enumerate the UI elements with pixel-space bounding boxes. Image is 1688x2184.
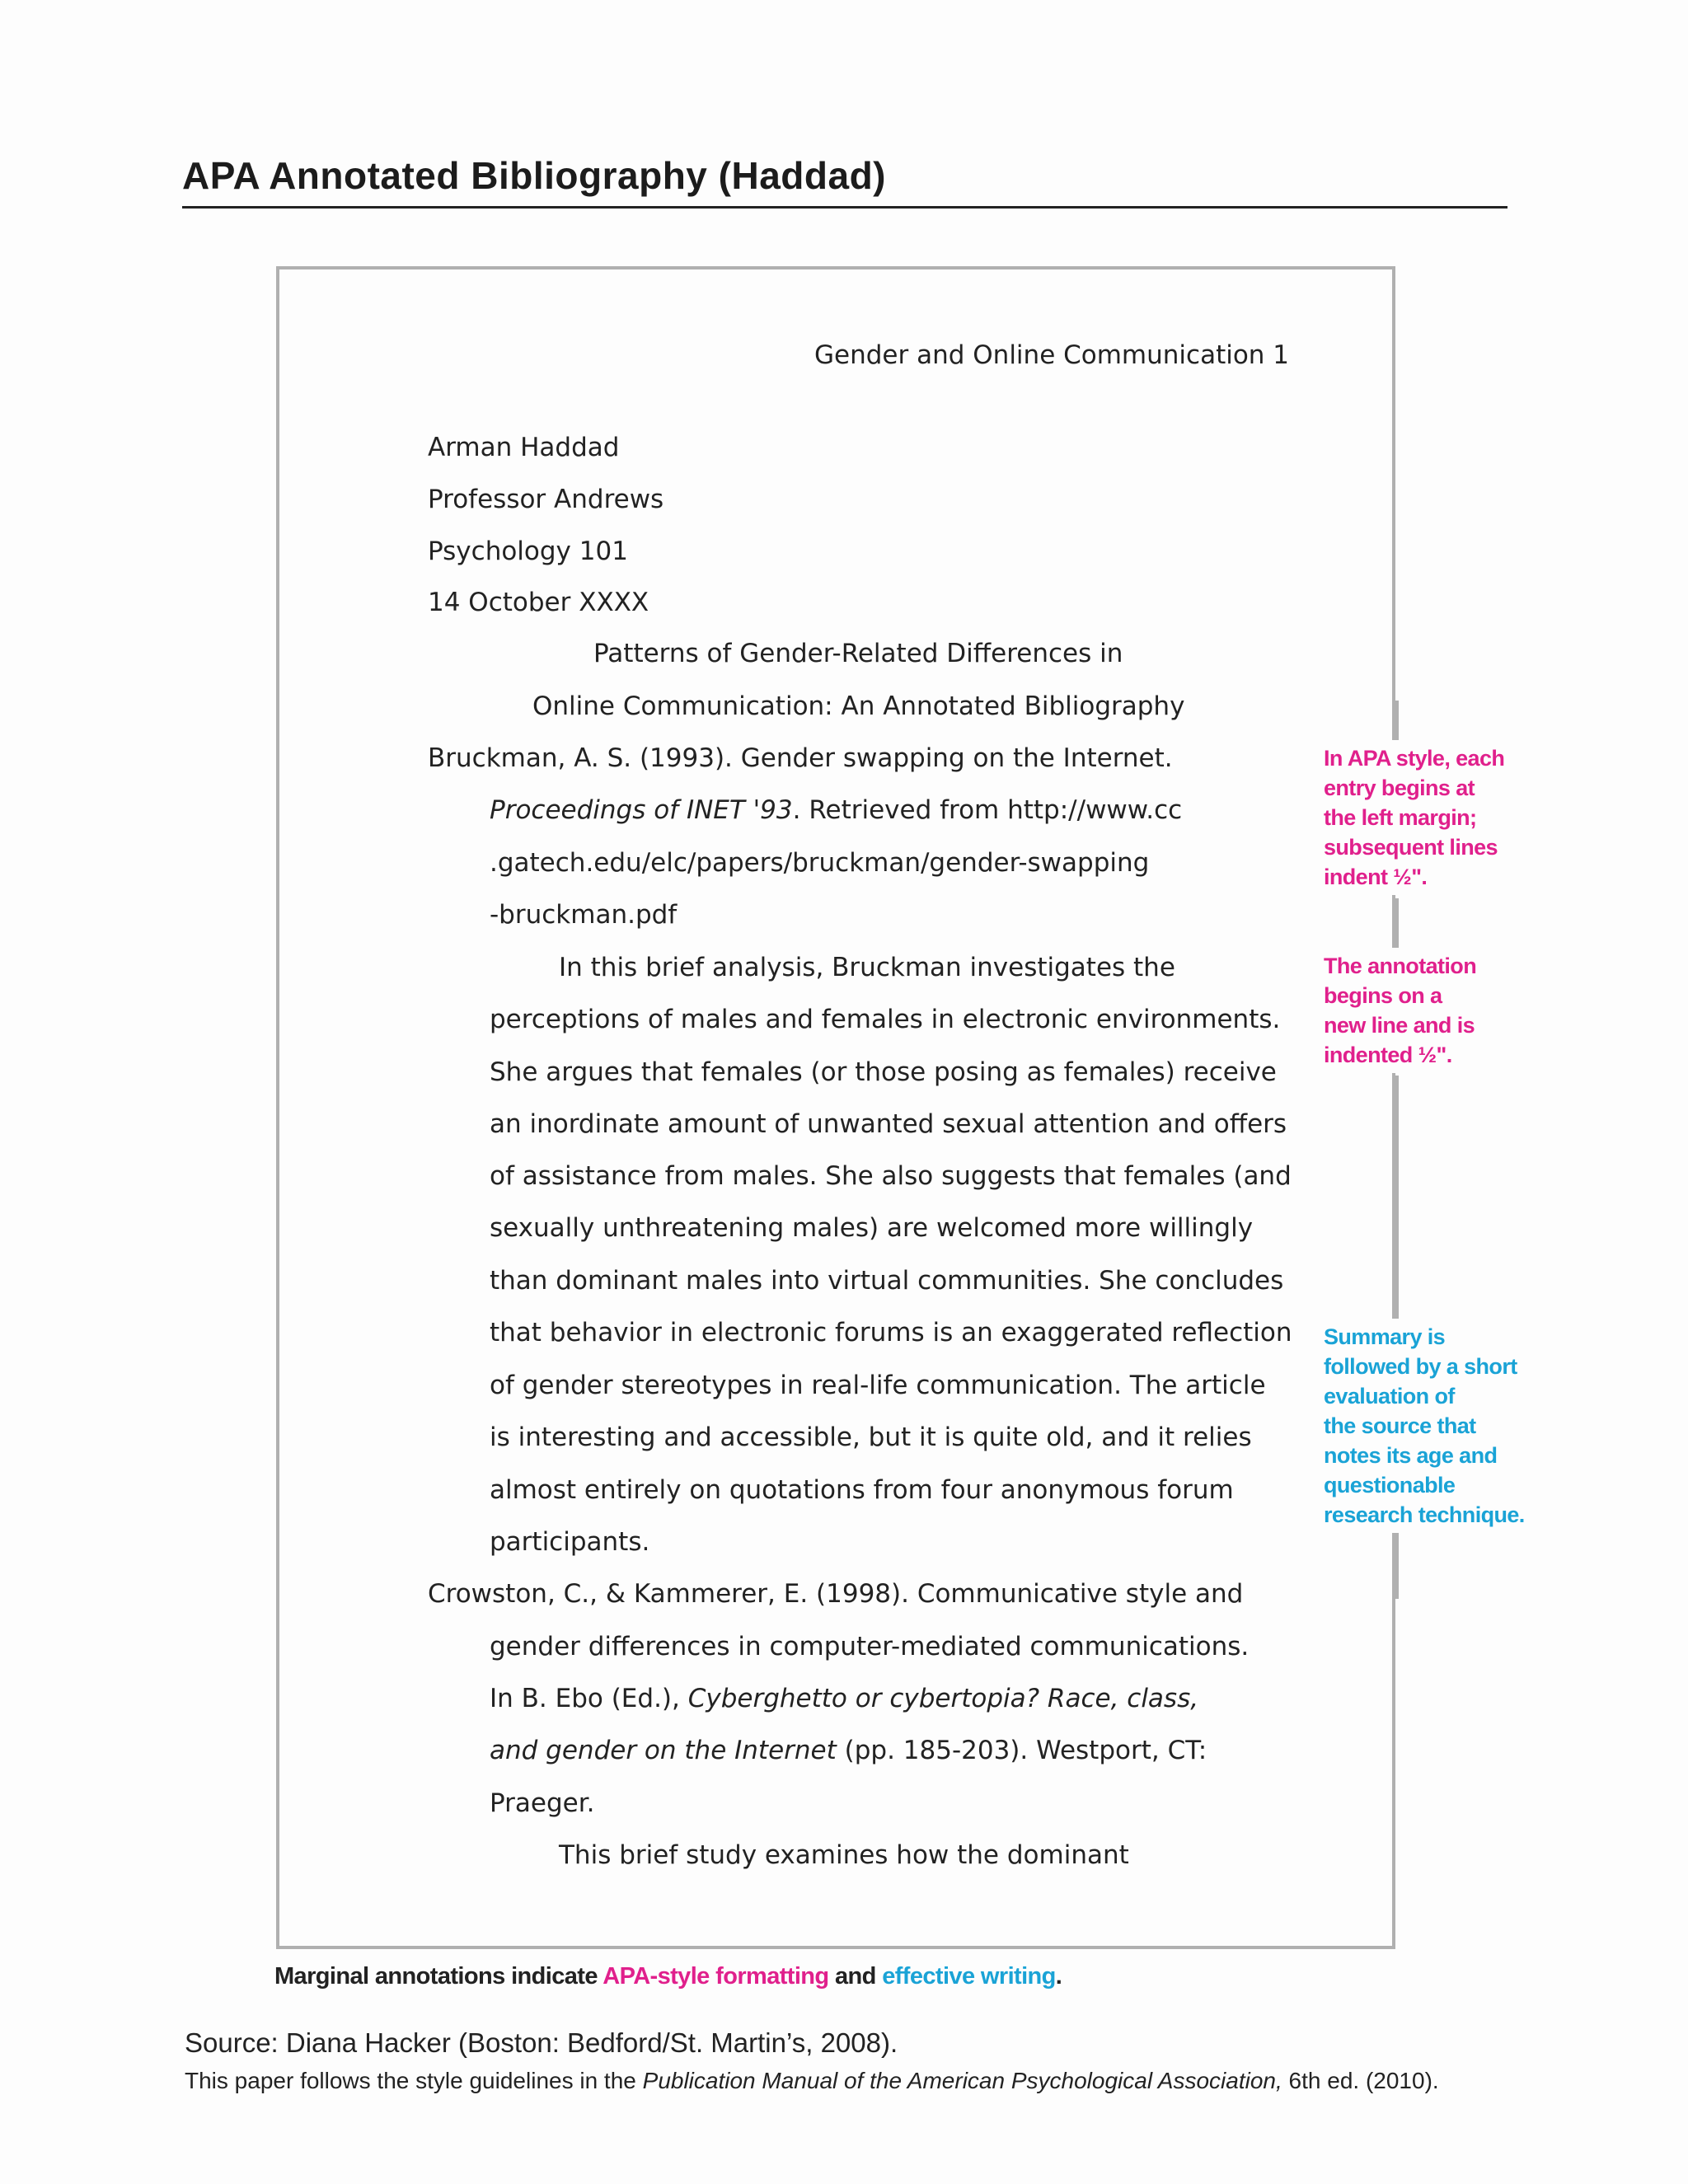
note-annotation-indent: The annotation begins on a new line and is indented ½".: [1324, 948, 1476, 1073]
note-summary-evaluation: Summary is followed by a short evaluation of the source that notes its age and questionable research technique.: [1324, 1319, 1525, 1533]
doc-title-line: Online Communication: An Annotated Bibliography: [532, 691, 1185, 721]
annotation-line: In this brief analysis, Bruckman investigates the: [559, 953, 1175, 982]
date-line: 14 October XXXX: [428, 588, 649, 617]
guideline-publication: Publication Manual of the American Psychological Association,: [642, 2068, 1282, 2093]
citation-line: .gatech.edu/elc/papers/bruckman/gender-swapping: [490, 848, 1150, 878]
caption-text: .: [1055, 1963, 1062, 1990]
running-head: Gender and Online Communication 1: [814, 340, 1290, 370]
margin-connector: [1395, 1076, 1399, 1327]
source-line: Source: Diana Hacker (Boston: Bedford/St. Martin’s, 2008).: [185, 2027, 898, 2058]
citation-italic: Proceedings of INET '93: [490, 795, 793, 825]
annotation-line: that behavior in electronic forums is an exaggerated reflection: [490, 1318, 1292, 1347]
guideline-note: [185, 2064, 1520, 2097]
annotation-line: This brief study examines how the dominant: [559, 1840, 1129, 1870]
annotation-line: an inordinate amount of unwanted sexual attention and offers: [490, 1109, 1287, 1139]
caption-apa-formatting: APA-style formatting: [603, 1963, 829, 1990]
citation-line: Bruckman, A. S. (1993). Gender swapping on the Internet.: [428, 743, 1173, 773]
margin-connector: [1395, 1529, 1399, 1599]
course-name: Psychology 101: [428, 537, 628, 566]
caption-text: Marginal annotations indicate: [274, 1963, 603, 1990]
citation-italic: Cyberghetto or cybertopia? Race, class,: [687, 1684, 1199, 1713]
citation-line: [490, 1734, 1207, 1767]
annotation-line: perceptions of males and females in electronic environments.: [490, 1005, 1281, 1034]
annotation-line: She argues that females (or those posing as females) receive: [490, 1057, 1277, 1087]
citation-line: [490, 1682, 1198, 1715]
caption-text: and: [828, 1963, 883, 1990]
annotation-line: than dominant males into virtual communities. She concludes: [490, 1266, 1284, 1296]
annotation-line: almost entirely on quotations from four anonymous forum: [490, 1475, 1234, 1505]
citation-line: -bruckman.pdf: [490, 900, 678, 930]
caption-effective-writing: effective writing: [882, 1963, 1056, 1990]
citation-line: gender differences in computer-mediated communications.: [490, 1632, 1250, 1661]
guideline-text: This paper follows the style guidelines in the: [185, 2068, 643, 2093]
citation-line: Crowston, C., & Kammerer, E. (1998). Communicative style and: [428, 1579, 1244, 1609]
citation-text: In B. Ebo (Ed.),: [490, 1684, 688, 1713]
page-title: APA Annotated Bibliography (Haddad): [182, 154, 886, 197]
annotation-line: of gender stereotypes in real-life communication. The article: [490, 1371, 1266, 1400]
annotation-line: of assistance from males. She also suggests that females (and: [490, 1161, 1292, 1191]
guideline-text: 6th ed. (2010).: [1282, 2068, 1439, 2093]
citation-text: (pp. 185-203). Westport, CT:: [836, 1736, 1207, 1765]
note-apa-entry-format: In APA style, each entry begins at the left margin; subsequent lines indent ½".: [1324, 740, 1504, 895]
doc-title-line: Patterns of Gender-Related Differences in: [593, 639, 1123, 668]
annotation-line: participants.: [490, 1527, 650, 1557]
title-rule: [182, 206, 1507, 209]
sample-paper: [276, 266, 1395, 1949]
annotation-line: sexually unthreatening males) are welcomed more willingly: [490, 1213, 1254, 1243]
citation-italic: and gender on the Internet: [490, 1736, 837, 1765]
student-name: Arman Haddad: [428, 433, 620, 462]
citation-line: [490, 794, 1182, 827]
legend-caption: [274, 1963, 1062, 1990]
citation-line: Praeger.: [490, 1788, 595, 1818]
citation-text: . Retrieved from http://www.cc: [792, 795, 1183, 825]
annotation-line: is interesting and accessible, but it is quite old, and it relies: [490, 1422, 1252, 1452]
professor-name: Professor Andrews: [428, 485, 664, 514]
